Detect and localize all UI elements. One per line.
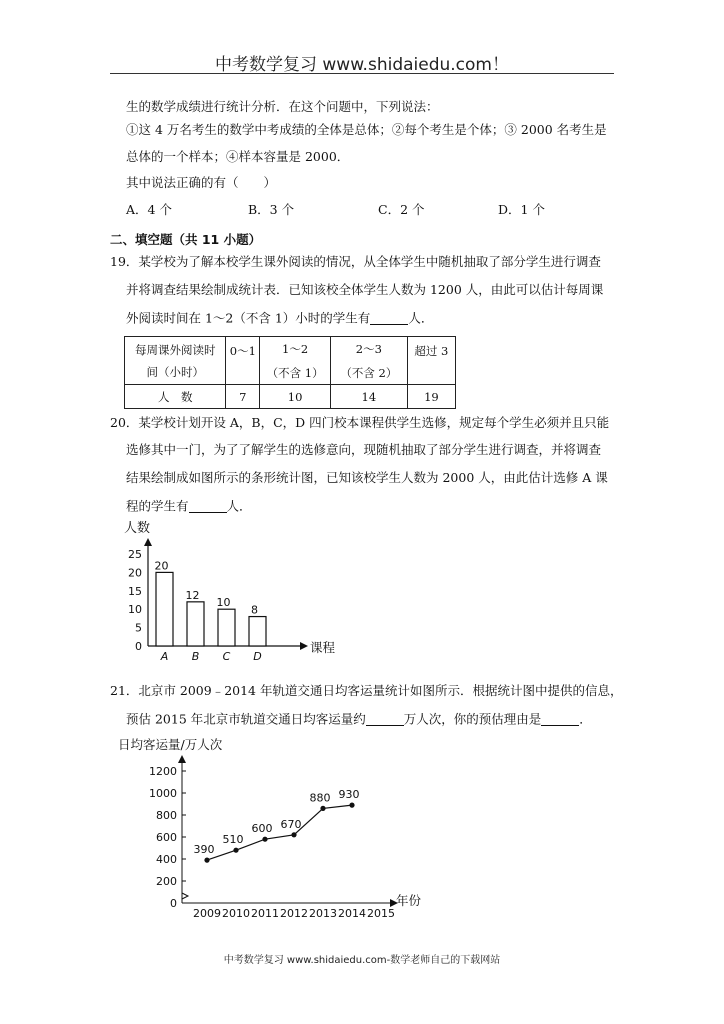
bar — [218, 609, 235, 646]
line-y-tick-label: 1000 — [149, 787, 177, 800]
q21-line-2-mid: 万人次，你的预估理由是 — [403, 711, 542, 727]
bar-y-tick-label: 25 — [128, 548, 142, 561]
line-x-tick-label: 2011 — [251, 907, 279, 920]
line-point-label: 390 — [193, 843, 215, 857]
line-y-tick-label: 0 — [170, 897, 177, 910]
q19-line-2: 并将调查结果绘制成统计表．已知该校全体学生人数为 1200 人，由此可以估计每周课 — [126, 282, 604, 297]
q19-answer-blank[interactable] — [370, 312, 408, 325]
bar — [249, 617, 266, 646]
bar-xlabel: 课程 — [310, 640, 336, 655]
section-title-fill-in: 二、填空题（共 11 小题） — [110, 232, 262, 247]
bar — [156, 572, 173, 646]
q21-line-2-end: ． — [579, 711, 592, 727]
line-point-label: 600 — [251, 822, 273, 836]
line-axis-break — [182, 893, 188, 899]
line-point-label: 930 — [338, 788, 360, 802]
q18-option-b: B．3 个 — [248, 202, 295, 217]
line-x-tick-label: 2013 — [309, 907, 337, 920]
line-point — [349, 803, 354, 808]
line-chart-body — [149, 755, 422, 920]
page-footer: 中考数学复习 www.shidaiedu.com-数学老师自己的下载网站 — [223, 955, 501, 966]
line-x-tick-label: 2010 — [222, 907, 250, 920]
line-point — [233, 848, 238, 853]
bar-ylabel: 人数 — [124, 521, 151, 536]
line-ylabel: 日均客运量/万人次 — [118, 737, 223, 752]
q20-line-3: 结果绘制成如图所示的条形统计图，已知该校学生人数为 2000 人，由此估计选修 A 课 — [126, 470, 608, 485]
q21-answer-blank-1[interactable] — [366, 713, 404, 726]
table-cell: 10 — [260, 385, 331, 409]
line-x-tick-label: 2012 — [280, 907, 308, 920]
course-bar-chart — [114, 518, 354, 666]
bar-category-label: D — [253, 650, 262, 663]
q18-line-2: ①这 4 万名考生的数学中考成绩的全体是总体；②每个考生是个体；③ 2000 名考生是 — [126, 122, 607, 137]
bar-category-label: A — [160, 650, 169, 663]
q19-line-3 — [126, 312, 433, 325]
q21-line-2 — [126, 713, 592, 726]
q19-line-3-text: 外阅读时间在 1～2（不含 1）小时的学生有 — [126, 310, 371, 326]
q20-answer-blank[interactable] — [189, 500, 227, 513]
q20-line-1: 20．某学校计划开设 A，B，C，D 四门校本课程供学生选修，规定每个学生必须并且只能 — [110, 415, 610, 430]
table-header-over-3: 超过 3 — [407, 337, 455, 385]
q20-line-2: 选修其中一门，为了了解学生的选修意向，现随机抽取了部分学生进行调查，并将调查 — [126, 442, 602, 457]
line-point-label: 510 — [222, 833, 244, 847]
line-point-label: 670 — [280, 817, 302, 831]
line-point — [320, 806, 325, 811]
bar-y-tick-label: 5 — [135, 621, 142, 635]
table-row-label: 人 数 — [125, 385, 226, 409]
bar-category-label: B — [191, 650, 200, 663]
header-rule — [110, 73, 614, 74]
bar-value-label: 10 — [216, 596, 231, 610]
q18-line-3: 总体的一个样本；④样本容量是 2000． — [126, 149, 350, 164]
q20-line-4 — [126, 500, 252, 513]
table-header-0-1: 0～1 — [226, 337, 260, 385]
q20-line-4-end: 人． — [226, 498, 252, 514]
q18-line-4: 其中说法正确的有（ ） — [126, 175, 277, 190]
ridership-line-chart — [118, 733, 438, 923]
line-x-tick-label: 2009 — [193, 907, 221, 920]
q18-line-1: 生的数学成绩进行统计分析．在这个问题中，下列说法： — [126, 99, 439, 114]
page-header-title: 中考数学复习 www.shidaiedu.com！ — [215, 55, 509, 75]
q19-line-3-end: 人． — [408, 310, 434, 326]
line-point — [204, 858, 209, 863]
line-xlabel: 年份 — [396, 893, 422, 908]
reading-time-table — [124, 336, 456, 409]
table-header-time: 每周课外阅读时 间（小时） — [125, 337, 226, 385]
bar-x-arrow — [300, 642, 308, 650]
table-cell: 14 — [330, 385, 407, 409]
line-y-tick-label: 800 — [156, 809, 177, 822]
bar-y-tick-label: 20 — [128, 566, 142, 580]
table-header-2-3: 2～3 （不含 2） — [330, 337, 407, 385]
q18-option-c: C．2 个 — [378, 202, 425, 217]
q19-line-1: 19．某学校为了解本校学生课外阅读的情况，从全体学生中随机抽取了部分学生进行调查 — [110, 254, 601, 269]
line-point — [291, 832, 296, 837]
q18-option-a: A．4 个 — [126, 202, 172, 217]
bar-y-tick-label: 10 — [128, 603, 142, 617]
line-y-tick-label: 1200 — [149, 765, 177, 778]
bar — [187, 602, 204, 646]
table-cell: 19 — [407, 385, 455, 409]
line-x-tick-label: 2015 — [367, 907, 395, 920]
bar-category-label: C — [222, 650, 231, 663]
bar-y-tick-label: 0 — [135, 640, 142, 653]
line-y-tick-label: 200 — [156, 875, 177, 888]
table-cell: 7 — [226, 385, 260, 409]
bar-chart-body — [128, 538, 336, 663]
line-y-tick-label: 400 — [156, 853, 177, 866]
line-point — [262, 837, 267, 842]
bar-value-label: 12 — [185, 588, 200, 602]
line-y-arrow — [178, 755, 186, 763]
q21-answer-blank-2[interactable] — [541, 713, 579, 726]
bar-value-label: 8 — [251, 603, 258, 617]
table-header-1-2: 1～2 （不含 1） — [260, 337, 331, 385]
q21-line-2-text: 预估 2015 年北京市轨道交通日均客运量约 — [126, 711, 366, 727]
q21-line-1: 21．北京市 2009﹣2014 年轨道交通日均客运量统计如图所示．根据统计图中提供的信息， — [110, 683, 623, 698]
q18-option-d: D．1 个 — [498, 202, 545, 217]
line-point-label: 880 — [309, 791, 331, 805]
bar-y-arrow — [144, 538, 152, 546]
bar-value-label: 20 — [154, 559, 169, 573]
bar-y-tick-label: 15 — [128, 584, 142, 598]
line-y-tick-label: 600 — [156, 831, 177, 844]
line-x-tick-label: 2014 — [338, 907, 366, 920]
q20-line-4-text: 程的学生有 — [126, 498, 189, 514]
